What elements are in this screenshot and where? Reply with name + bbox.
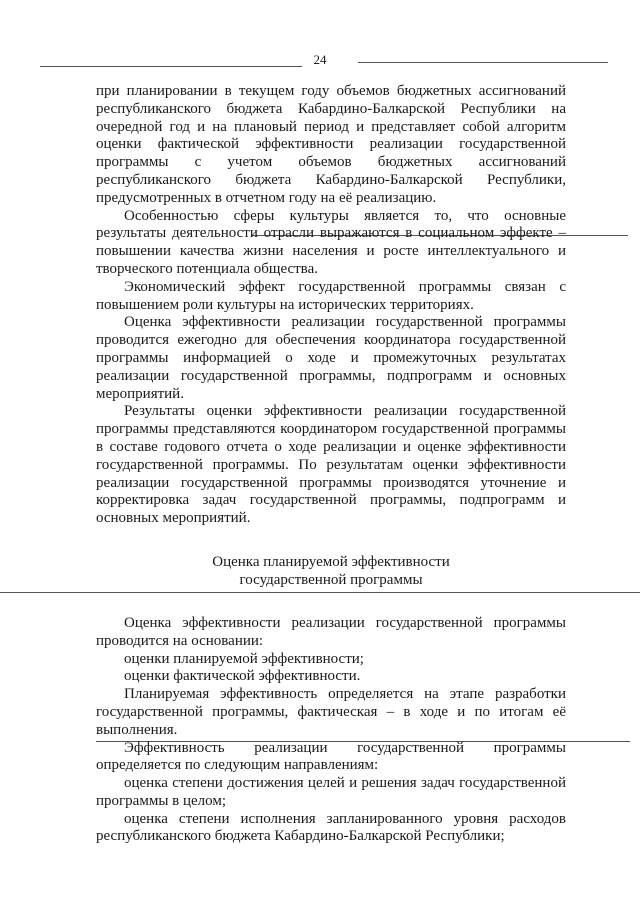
document-body xyxy=(96,83,566,846)
paragraph-efficiency-directions: Эффективность реализации государственной программы определяется по следующим направлениям: xyxy=(96,739,566,774)
list-item-actual-evaluation: оценки фактической эффективности. xyxy=(124,668,361,685)
page-number: 24 xyxy=(313,52,327,67)
paragraph-evaluation-basis: Оценка эффективности реализации государственной программы проводится на основании: xyxy=(96,614,566,649)
section-heading-line1: Оценка планируемой эффективности xyxy=(212,553,450,570)
list-item-planned-evaluation: оценки планируемой эффективности; xyxy=(124,650,364,667)
paragraph-planned-efficiency: Планируемая эффективность определяется на этапе разработки государственной программы, фактическая – в ходе и по итогам её выполнения. xyxy=(96,686,566,738)
paragraph-evaluation-annual: Оценка эффективности реализации государственной программы проводится ежегодно для обеспечения координатора государственной программы информацией о ходе и промежуточных результатах реализации государственной программы, подпрограмм и основных мероприятий. xyxy=(96,314,566,402)
paragraph-economic-effect: Экономический эффект государственной программы связан с повышением роли культуры на исторических территориях. xyxy=(96,278,566,313)
paragraph-evaluation-results: Результаты оценки эффективности реализации государственной программы представляются координатором государственной программы в составе годового отчета о ходе реализации и оценке эффективности государственной программы. По результатам оценки эффективности реализации государственной программы производятся уточнение и корректировка задач государственной программы, подпрограмм и основных мероприятий. xyxy=(96,403,566,527)
section-heading-line2: государственной программы xyxy=(239,571,423,588)
paragraph-continuation: при планировании в текущем году объемов бюджетных ассигнований республиканского бюджета Кабардино-Балкарской Республики на очередной год и на плановый период и представляет собой алгоритм оценки фактической эффективности реализации государственной программы с учетом объемов бюджетных ассигнований республиканского бюджета Кабардино-Балкарской Республики, предусмотренных в отчетном году на её реализацию. xyxy=(96,83,566,206)
list-item-goals-achievement: оценка степени достижения целей и решения задач государственной программы в целом; xyxy=(96,775,566,809)
paragraph-culture-specifics: Особенностью сферы культуры является то, что основные результаты деятельности отрасли выражаются в социальном эффекте – повышении качества жизни населения и росте интеллектуального и творческого потенциала общества. xyxy=(96,207,566,277)
list-item-budget-execution: оценка степени исполнения запланированного уровня расходов республиканского бюджета Кабардино-Балкарской Республики; xyxy=(96,810,566,845)
section-heading xyxy=(96,553,566,589)
